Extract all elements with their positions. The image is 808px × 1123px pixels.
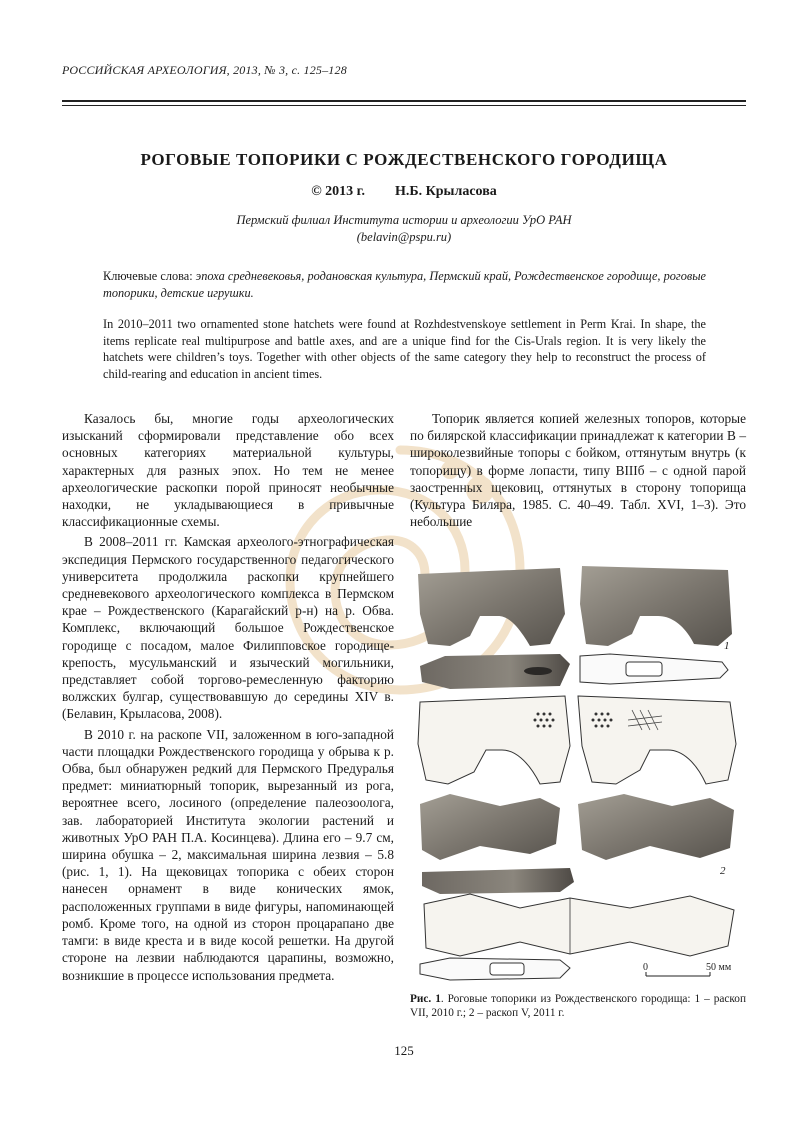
scale-end: 50 мм <box>706 962 732 973</box>
copyright: © 2013 г. <box>311 184 365 199</box>
body-column-right <box>410 410 746 530</box>
scale-zero: 0 <box>643 962 648 973</box>
hatchet-1-photo-left <box>418 568 565 646</box>
hatchet-2-photo-right <box>578 794 734 860</box>
paragraph: В 2008–2011 гг. Камская археолого-этнографическая экспедиция Пермского государственного педагогического университета продолжила раскопки крупнейшего средневекового археологического комплекса в Пермском крае – Рождественского (Карагайский р-н) на р. Обва. Комплекс, включающий большое Рождественское городище с посадом, малое Филипповское городище-крепость, мусульманский и языческий могильники, представляет собой торгово-ремесленную факторию волжских булгар, существовавшую до середины XIV в. (Белавин, Крыласова, 2008). <box>62 534 394 722</box>
scale-bar <box>643 962 732 976</box>
hatchet-1-drawing-face-a <box>418 696 570 784</box>
author-email: (belavin@pspu.ru) <box>356 230 452 244</box>
eye-hole <box>524 667 552 675</box>
figure-label-1: 1 <box>724 640 730 652</box>
affiliation-block <box>62 212 746 246</box>
hatchet-1-photo-right <box>580 566 732 646</box>
figure-hatchets <box>410 554 746 992</box>
caption-text: . Роговые топорики из Рождественского городища: 1 – раскоп VII, 2010 г.; 2 – раскоп V, 2011 г. <box>410 993 746 1019</box>
author-line <box>62 184 746 200</box>
page-number: 125 <box>394 1043 414 1058</box>
paragraph: В 2010 г. на раскопе VII, заложенном в юго-западной части площадки Рождественского городища у обрыва к р. Обва, был обнаружен редкий для Пермского Предуралья предмет: миниатюрный топорик, вырезанный из рога, вероятнее всего, лосиного (определение палеозоолога, зав. лабораторией Института экологии растений и животных УрО РАН П.А. Косинцева). Длина его – 9.7 см, ширина обушка – 2, максимальная ширина лезвия – 5.8 (рис. 1, 1). На щековицах топорика с обеих сторон нанесен орнамент в виде конических ямок, расположенных группами в виде фигуры, напоминающей ромб. Кроме того, на одной из сторон процарапано две тамги: в виде креста и в виде косой решетки. На другой стороне на лезвии наблюдаются царапины, возможно, возникшие в процессе использования предмета. <box>62 726 394 983</box>
hatchet-2-drawing <box>424 894 734 956</box>
figure-caption <box>410 992 746 1020</box>
hatchet-2-side-photo <box>422 868 574 894</box>
keywords-text: эпоха средневековья, родановская культура, Пермский край, Рождественское городище, роговые топорики, детские игрушки. <box>103 269 707 300</box>
paragraph: Казалось бы, многие годы археологических изысканий сформировали представление обо всех основных категориях материальной культуры, характерных для разных эпох. Но тем не менее археологические раскопки порой приносят необычные находки, не укладывающиеся в привычные классификационные схемы. <box>62 411 394 530</box>
hatchet-1-drawing-face-b <box>578 696 736 784</box>
figure-label-2: 2 <box>720 865 726 877</box>
header-rule-thick <box>62 100 746 102</box>
caption-label: Рис. 1 <box>410 993 441 1005</box>
hatchet-2-photo-left <box>420 794 560 860</box>
abstract: In 2010–2011 two ornamented stone hatchets were found at Rozhdestvenskoye settlement in Perm Krai. In shape, the items replicate real multipurpose and battle axes, and are a unique find for the Cis-Urals region. It is very likely the hatchets were children’s toys. Together with other objects of the same category they help to reconstruct the process of child-rearing and education in ancient times. <box>103 317 706 381</box>
eye-hole-drawing <box>626 662 662 676</box>
affiliation: Пермский филиал Института истории и археологии УрО РАН <box>236 213 572 227</box>
author-name: Н.Б. Крыласова <box>394 184 497 199</box>
running-head: РОССИЙСКАЯ АРХЕОЛОГИЯ, 2013, № 3, с. 125–128 <box>62 63 347 77</box>
body-column-left <box>62 410 394 984</box>
header-rule-thin <box>62 105 746 106</box>
article-title: РОГОВЫЕ ТОПОРИКИ С РОЖДЕСТВЕНСКОГО ГОРОДИЩА <box>140 150 668 169</box>
keywords <box>103 268 706 302</box>
paragraph: Топорик является копией железных топоров, которые по билярской классификации принадлежат к категории В – широколезвийные топоры с бойком, оттянутым внутрь (к топорищу) в форме лопасти, типу ВIIIб – с одной парой заостренных щековиц, оттянутых в сторону топорища (Культура Биляра, 1985. С. 40–49. Табл. XVI, 1–3). Это небольшие <box>410 411 746 530</box>
eye-hole-drawing <box>490 963 524 975</box>
keywords-label: Ключевые слова: <box>103 269 193 283</box>
